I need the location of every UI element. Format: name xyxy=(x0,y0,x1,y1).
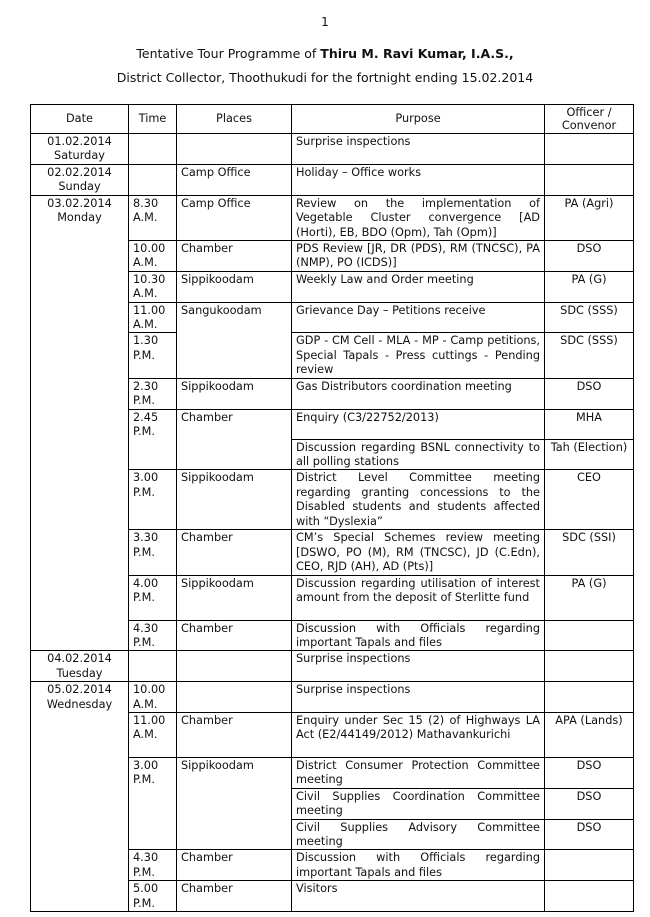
time-cell: 11.00 A.M. xyxy=(129,302,177,333)
day-name: Tuesday xyxy=(56,666,103,680)
date-cell xyxy=(31,134,129,165)
place-cell: Chamber xyxy=(177,881,292,912)
collector-name: Thiru M. Ravi Kumar, I.A.S., xyxy=(320,46,514,61)
officer-cell: DSO xyxy=(545,819,634,850)
officer-cell xyxy=(545,682,634,713)
place-cell: Chamber xyxy=(177,409,292,470)
time-cell xyxy=(129,134,177,165)
place-cell xyxy=(177,651,292,682)
table-row xyxy=(31,134,634,165)
header-officer: Officer / Convenor xyxy=(545,105,634,134)
officer-cell xyxy=(545,165,634,196)
place-cell: Chamber xyxy=(177,620,292,651)
place-cell xyxy=(177,682,292,713)
day-name: Saturday xyxy=(54,149,105,163)
officer-cell: CEO xyxy=(545,470,634,530)
document-title xyxy=(0,42,650,90)
date-value: 02.02.2014 xyxy=(47,166,112,179)
page-number: 1 xyxy=(321,15,329,29)
table-row xyxy=(31,682,634,713)
purpose-cell: Discussion regarding BSNL connectivity to all polling stations xyxy=(292,439,545,470)
title-prefix: Tentative Tour Programme of xyxy=(136,46,321,61)
title-line-2: District Collector, Thoothukudi for the fortnight ending 15.02.2014 xyxy=(116,70,534,85)
date-cell xyxy=(31,682,129,912)
header-row xyxy=(31,105,634,134)
time-cell xyxy=(129,165,177,196)
purpose-cell: Surprise inspections xyxy=(292,651,545,682)
header-time: Time xyxy=(129,105,177,134)
date-value: 03.02.2014 xyxy=(47,196,112,210)
purpose-cell: Weekly Law and Order meeting xyxy=(292,271,545,302)
place-cell: Sangukoodam xyxy=(177,302,292,378)
officer-cell: SDC (SSS) xyxy=(545,333,634,378)
date-cell xyxy=(31,165,129,196)
officer-cell xyxy=(545,850,634,881)
place-cell: Chamber xyxy=(177,241,292,272)
purpose-cell: District Level Committee meeting regarding granting concessions to the Disabled students and students affected with “Dyslexia” xyxy=(292,470,545,530)
place-cell: Sippikoodam xyxy=(177,757,292,849)
place-cell: Chamber xyxy=(177,712,292,757)
purpose-cell: Surprise inspections xyxy=(292,134,545,165)
time-cell: 5.00 P.M. xyxy=(129,881,177,912)
purpose-cell: Visitors xyxy=(292,881,545,912)
officer-cell xyxy=(545,651,634,682)
time-cell: 2.30 P.M. xyxy=(129,378,177,409)
place-cell: Sippikoodam xyxy=(177,575,292,620)
place-cell: Camp Office xyxy=(177,195,292,240)
officer-cell: APA (Lands) xyxy=(545,712,634,757)
place-cell: Chamber xyxy=(177,850,292,881)
officer-cell: MHA xyxy=(545,409,634,439)
officer-cell: PA (Agri) xyxy=(545,195,634,240)
purpose-cell: Discussion regarding utilisation of interest amount from the deposit of Sterlitte fund xyxy=(292,575,545,620)
date-value: 01.02.2014 xyxy=(47,135,112,148)
officer-cell: DSO xyxy=(545,757,634,788)
officer-cell: PA (G) xyxy=(545,575,634,620)
title-line-1 xyxy=(0,42,650,66)
time-cell: 3.00 P.M. xyxy=(129,470,177,530)
time-cell: 11.00 A.M. xyxy=(129,712,177,757)
officer-cell: PA (G) xyxy=(545,271,634,302)
officer-cell: SDC (SSI) xyxy=(545,530,634,575)
time-cell: 3.30 P.M. xyxy=(129,530,177,575)
time-cell: 10.00 A.M. xyxy=(129,241,177,272)
purpose-cell: PDS Review [JR, DR (PDS), RM (TNCSC), PA (NMP), PO (ICDS)] xyxy=(292,241,545,272)
header-places: Places xyxy=(177,105,292,134)
purpose-cell: Discussion with Officials regarding important Tapals and files xyxy=(292,620,545,651)
tour-table-body xyxy=(31,134,634,912)
purpose-cell: Gas Distributors coordination meeting xyxy=(292,378,545,409)
time-cell: 10.00 A.M. xyxy=(129,682,177,713)
purpose-cell: District Consumer Protection Committee meeting xyxy=(292,757,545,788)
time-cell: 8.30 A.M. xyxy=(129,195,177,240)
purpose-cell: Review on the implementation of Vegetable Cluster convergence [AD (Horti), EB, BDO (Opm), Tah (Opm)] xyxy=(292,195,545,240)
place-cell: Sippikoodam xyxy=(177,378,292,409)
tour-programme-table xyxy=(30,104,634,912)
purpose-cell: Discussion with Officials regarding important Tapals and files xyxy=(292,850,545,881)
place-cell xyxy=(177,134,292,165)
day-name: Wednesday xyxy=(46,697,113,711)
officer-cell xyxy=(545,134,634,165)
place-cell: Sippikoodam xyxy=(177,470,292,530)
officer-cell: DSO xyxy=(545,241,634,272)
table-row xyxy=(31,195,634,240)
date-value: 05.02.2014 xyxy=(47,683,112,697)
purpose-cell: GDP - CM Cell - MLA - MP - Camp petitions, Special Tapals - Press cuttings - Pending review xyxy=(292,333,545,378)
purpose-cell: CM’s Special Schemes review meeting [DSWO, PO (M), RM (TNCSC), JD (C.Edn), CEO, RJD (AH), AD (Pts)] xyxy=(292,530,545,575)
place-cell: Sippikoodam xyxy=(177,271,292,302)
time-cell: 2.45 P.M. xyxy=(129,409,177,470)
day-name: Monday xyxy=(57,211,102,225)
table-row xyxy=(31,651,634,682)
header-purpose: Purpose xyxy=(292,105,545,134)
place-cell: Chamber xyxy=(177,530,292,575)
time-cell xyxy=(129,651,177,682)
officer-cell: DSO xyxy=(545,378,634,409)
officer-cell: Tah (Election) xyxy=(545,439,634,470)
time-cell: 4.30 P.M. xyxy=(129,850,177,881)
time-cell: 4.00 P.M. xyxy=(129,575,177,620)
officer-cell: SDC (SSS) xyxy=(545,302,634,333)
time-cell: 4.30 P.M. xyxy=(129,620,177,651)
date-cell xyxy=(31,651,129,682)
time-cell: 3.00 P.M. xyxy=(129,757,177,849)
day-name: Sunday xyxy=(58,180,101,194)
officer-cell: DSO xyxy=(545,788,634,819)
purpose-cell: Enquiry under Sec 15 (2) of Highways LA Act (E2/44149/2012) Mathavankurichi xyxy=(292,712,545,757)
time-cell: 1.30 P.M. xyxy=(129,333,177,378)
place-cell: Camp Office xyxy=(177,165,292,196)
date-value: 04.02.2014 xyxy=(47,652,112,666)
date-cell xyxy=(31,195,129,651)
purpose-cell: Surprise inspections xyxy=(292,682,545,713)
time-cell: 10.30 A.M. xyxy=(129,271,177,302)
header-date: Date xyxy=(31,105,129,134)
purpose-cell: Holiday – Office works xyxy=(292,165,545,196)
officer-cell xyxy=(545,881,634,912)
officer-cell xyxy=(545,620,634,651)
purpose-cell: Civil Supplies Coordination Committee meeting xyxy=(292,788,545,819)
table-row xyxy=(31,165,634,196)
purpose-cell: Grievance Day – Petitions receive xyxy=(292,302,545,333)
purpose-cell: Enquiry (C3/22752/2013) xyxy=(292,409,545,439)
purpose-cell: Civil Supplies Advisory Committee meeting xyxy=(292,819,545,850)
